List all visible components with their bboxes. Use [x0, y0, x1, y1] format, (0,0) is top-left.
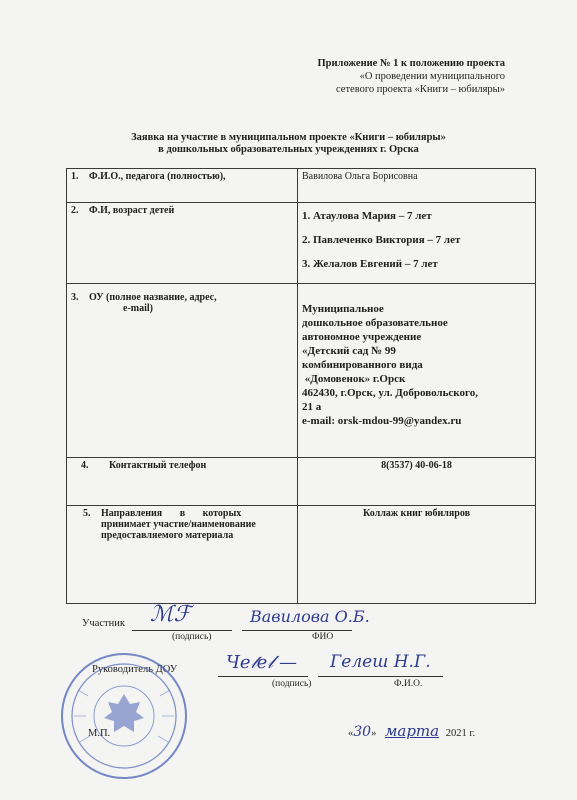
child-3: 3. Желалов Евгений – 7 лет [302, 258, 438, 270]
org-line: комбинированного вида [302, 359, 423, 371]
row1-label-cell [67, 169, 298, 203]
row1-value: Вавилова Ольга Борисовна [298, 169, 536, 203]
header-line-1: Приложение № 1 к положению проекта [317, 58, 505, 69]
header-line-3: сетевого проекта «Книги – юбиляры» [336, 84, 505, 95]
row5-label-2: принимает участие/наименование [101, 519, 256, 530]
row1-label: Ф.И.О., педагога (полностью), [89, 171, 226, 182]
date-quote-open: « [348, 728, 354, 739]
participant-signature-mark: ℳℱ [150, 602, 191, 627]
row3-label-2: e-mail) [123, 303, 153, 314]
participant-handwritten-name: Вавилова О.Б. [250, 607, 370, 626]
date-year: 2021 г. [445, 728, 476, 739]
application-table [66, 168, 536, 604]
org-line: Муниципальное [302, 303, 384, 315]
title-line-1: Заявка на участие в муниципальном проекте «Книги – юбиляры» [131, 132, 446, 143]
stamp-place-label: М.П. [88, 728, 111, 739]
org-address: 21 а [302, 401, 322, 413]
row3-value [298, 284, 536, 458]
row4-label: Контактный телефон [109, 460, 207, 471]
table-row [67, 284, 536, 458]
document-title [0, 132, 577, 156]
row5-label-cell [67, 506, 298, 604]
row2-label-cell [67, 203, 298, 284]
title-line-2: в дошкольных образовательных учреждениях г. Орска [158, 144, 419, 155]
row3-label-1: ОУ (полное название, адрес, [89, 292, 217, 303]
org-line: автономное учреждение [302, 331, 422, 343]
row4-number: 4. [81, 460, 89, 471]
table-row [67, 458, 536, 506]
org-line: дошкольное образовательное [302, 317, 448, 329]
child-2: 2. Павлеченко Виктория – 7 лет [302, 234, 461, 246]
row3-number: 3. [71, 292, 79, 303]
table-row [67, 203, 536, 284]
org-line: «Домовенок» г.Орск [302, 373, 406, 385]
head-fio-line [318, 676, 443, 677]
row4-label-cell [67, 458, 298, 506]
row5-label-3: предоставляемого материала [101, 530, 234, 541]
row3-label-cell [67, 284, 298, 458]
head-handwritten-name: Гелеш Н.Г. [330, 652, 431, 672]
head-caption-sign: (подпись) [272, 679, 312, 689]
table-row [67, 506, 536, 604]
row2-number: 2. [71, 205, 79, 216]
head-caption-fio: Ф.И.О. [394, 679, 423, 689]
table-row [67, 169, 536, 203]
head-label: Руководитель ДОУ [92, 664, 178, 675]
org-line: «Детский сад № 99 [302, 345, 396, 357]
row2-value [298, 203, 536, 284]
head-sign-line [218, 676, 308, 677]
participant-caption-fio: ФИО [312, 632, 334, 642]
participant-sign-line [132, 630, 232, 631]
row5-number: 5. [83, 508, 91, 519]
head-signature-mark: Ч𝑒𝓉𝑒𝓁 — [226, 652, 298, 673]
row1-number: 1. [71, 171, 79, 182]
date-day: 30 [353, 724, 372, 740]
participant-fio-line [242, 630, 352, 631]
row2-label: Ф.И, возраст детей [89, 205, 175, 216]
row4-value: 8(3537) 40-06-18 [298, 458, 536, 506]
participant-label: Участник [82, 618, 125, 629]
participant-caption-sign: (подпись) [172, 632, 212, 642]
date-quote-close: » [371, 728, 377, 739]
row5-value: Коллаж книг юбиляров [298, 506, 536, 604]
org-address: 462430, г.Орск, ул. Добровольского, [302, 387, 478, 399]
document-header [318, 57, 506, 96]
row5-label-1: Направления в которых [101, 508, 242, 519]
child-1: 1. Атаулова Мария – 7 лет [302, 210, 432, 222]
date-month: марта [384, 722, 440, 740]
header-line-2: «О проведении муниципального [359, 71, 505, 82]
official-stamp [58, 650, 190, 782]
org-email: e-mail: orsk-mdou-99@yandex.ru [302, 415, 462, 427]
date [348, 722, 475, 740]
